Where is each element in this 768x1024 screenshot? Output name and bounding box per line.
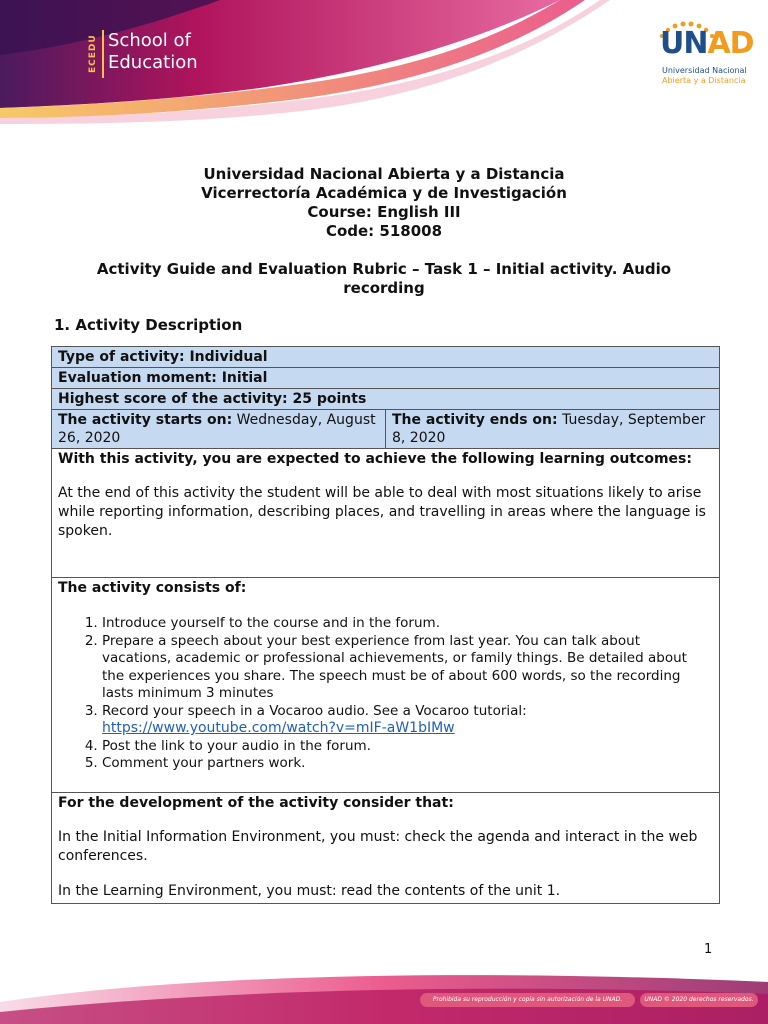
vice-rectory: Vicerrectoría Académica y de Investigación <box>201 184 567 202</box>
list-item: 1. Introduce yourself to the course and in the forum. <box>102 615 713 633</box>
guide-title-line1: Activity Guide and Evaluation Rubric – Task 1 – Initial activity. Audio <box>96 260 672 278</box>
logo-divider <box>102 30 104 78</box>
activity-consists-cell <box>52 578 720 793</box>
table-row <box>52 578 720 793</box>
learning-outcomes-text: At the end of this activity the student will be able to deal with most situations likely to arise while reporting information, describing places, and travelling in areas where the language is spoken. <box>58 485 706 539</box>
start-date-cell: The activity starts on: Wednesday, August 26, 2020 <box>52 410 386 449</box>
school-of-education-logo: School of Education <box>108 30 198 73</box>
university-name: Universidad Nacional Abierta y a Distancia <box>203 165 565 183</box>
section-title: 1. Activity Description <box>54 316 243 334</box>
learning-outcomes-cell <box>52 449 720 578</box>
table-row <box>52 449 720 578</box>
page-number: 1 <box>704 942 713 957</box>
unad-logo-subtitle: Universidad Nacional Abierta y a Distancia <box>662 66 747 85</box>
vocaroo-tutorial-link[interactable]: https://www.youtube.com/watch?v=mIF-aW1bIMw <box>102 720 455 736</box>
highest-score-cell: Highest score of the activity: 25 points <box>52 389 720 410</box>
list-item: 3. Record your speech in a Vocaroo audio. See a Vocaroo tutorial: https://www.youtube.com/watch?v=mIF-aW1bIMw <box>102 703 713 738</box>
table-row <box>52 368 720 389</box>
reproduction-notice: Prohibida su reproducción y copia sin autorización de la UNAD. <box>420 993 635 1007</box>
list-item: 5. Comment your partners work. <box>102 755 713 773</box>
list-item: 4. Post the link to your audio in the forum. <box>102 738 713 756</box>
activity-steps-list <box>58 615 713 773</box>
course-name: Course: English III <box>307 203 461 221</box>
development-text-1: In the Initial Information Environment, you must: check the agenda and interact in the web conferences. <box>58 829 698 864</box>
copyright-notice: UNAD © 2020 derechos reservados. <box>640 993 758 1007</box>
ecedu-tag: ECEDU <box>88 34 98 74</box>
activity-table <box>51 346 720 904</box>
learning-outcomes-heading: With this activity, you are expected to achieve the following learning outcomes: <box>58 451 692 467</box>
development-cell <box>52 793 720 904</box>
development-heading: For the development of the activity consider that: <box>58 795 454 811</box>
unad-logo-word: UNAD <box>660 26 754 61</box>
table-row <box>52 389 720 410</box>
activity-consists-heading: The activity consists of: <box>58 580 247 596</box>
evaluation-moment-cell: Evaluation moment: Initial <box>52 368 720 389</box>
list-item: 2. Prepare a speech about your best experience from last year. You can talk about vacations, academic or professional achievements, or family things. Be detailed about the experiences you share. The speech must be of about 600 words, so the recording lasts minimum 3 minutes <box>102 633 713 703</box>
guide-title-line2: recording <box>343 279 425 297</box>
type-of-activity-cell: Type of activity: Individual <box>52 347 720 368</box>
table-row <box>52 347 720 368</box>
course-code: Code: 518008 <box>325 222 443 240</box>
end-date-cell: The activity ends on: Tuesday, September 8, 2020 <box>386 410 720 449</box>
development-text-2: In the Learning Environment, you must: read the contents of the unit 1. <box>58 883 561 899</box>
table-row <box>52 793 720 904</box>
table-row <box>52 410 720 449</box>
